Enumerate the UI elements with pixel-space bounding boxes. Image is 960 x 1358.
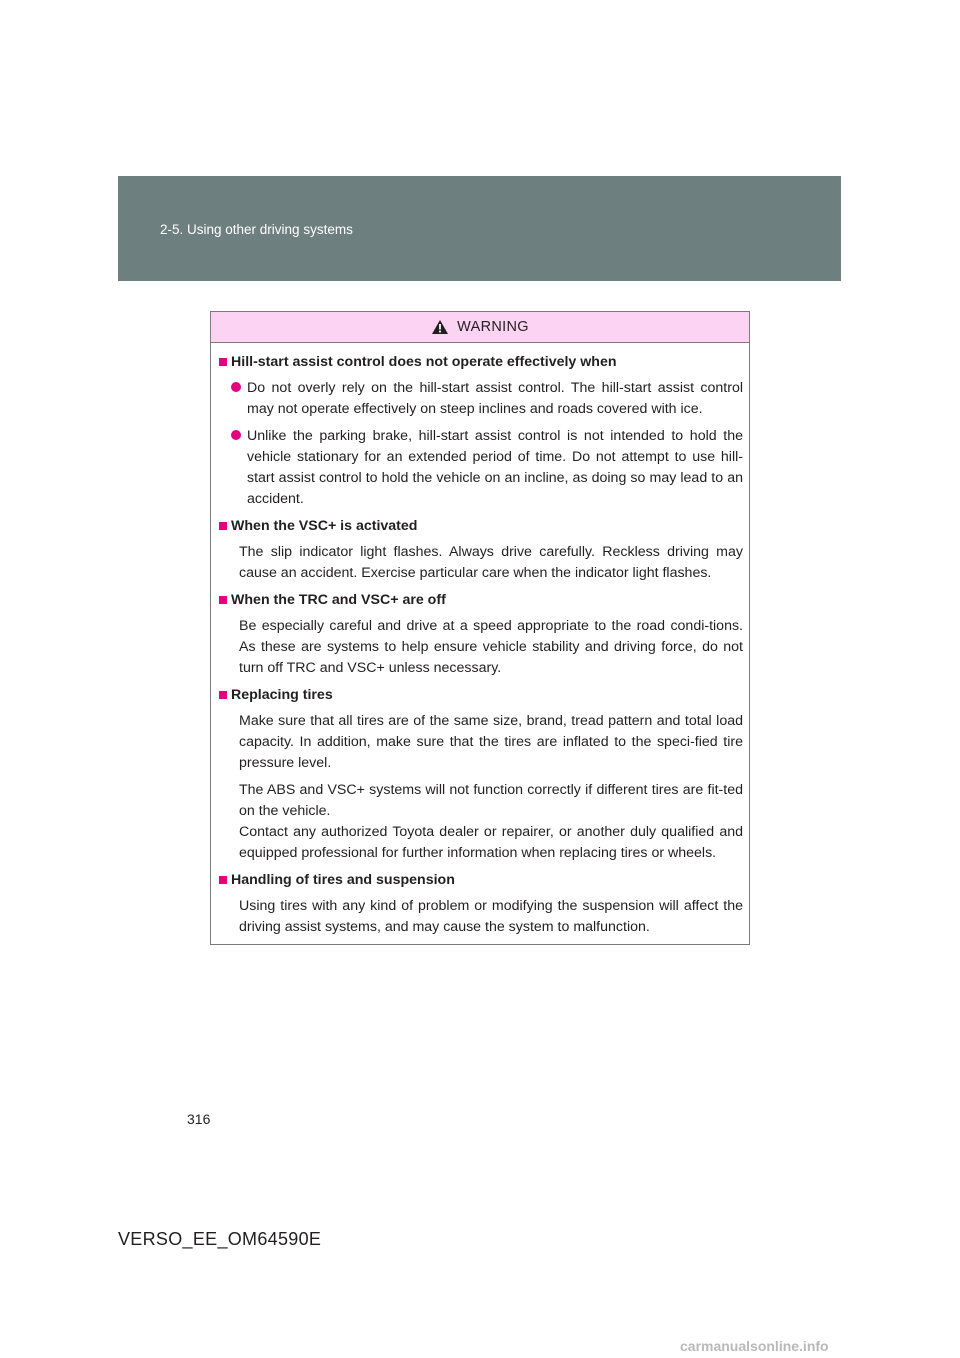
- section-heading: When the VSC+ is activated: [219, 517, 743, 536]
- square-bullet-icon: [219, 596, 227, 604]
- paragraph: The slip indicator light flashes. Always drive carefully. Reckless driving may cause an accident. Exercise particular care when the indicator light flashes.: [239, 544, 743, 581]
- warning-header: [211, 312, 749, 343]
- warning-label: WARNING: [457, 319, 529, 335]
- document-code: VERSO_EE_OM64590E: [118, 1229, 322, 1249]
- paragraph: Be especially careful and drive at a speed appropriate to the road condi-tions. As these are systems to help ensure vehicle stability and driving force, do not turn off TRC and VSC+ unless necessary.: [239, 618, 743, 676]
- section-heading: Hill-start assist control does not operate effectively when: [219, 353, 743, 372]
- warning-triangle-icon: [431, 319, 449, 335]
- square-bullet-icon: [219, 876, 227, 884]
- paragraph: Contact any authorized Toyota dealer or repairer, or another duly qualified and equipped professional for further information when replacing tires or wheels.: [239, 824, 743, 861]
- section-heading: When the TRC and VSC+ are off: [219, 591, 743, 610]
- watermark: carmanualsonline.info: [680, 1338, 829, 1354]
- section-heading: Handling of tires and suspension: [219, 871, 743, 890]
- square-bullet-icon: [219, 358, 227, 366]
- section-header-band: [118, 176, 841, 281]
- square-bullet-icon: [219, 522, 227, 530]
- section-heading: Replacing tires: [219, 686, 743, 705]
- list-item: Unlike the parking brake, hill-start assist control is not intended to hold the vehicle stationary for an extended period of time. Do not attempt to use hill-start assist control to hold the vehicle on an incline, as doing so may lead to an accident.: [231, 426, 743, 510]
- warning-section-trc-vsc-off: [219, 591, 743, 679]
- paragraph: Using tires with any kind of problem or modifying the suspension will affect the driving assist systems, and may cause the system to malfunction.: [239, 898, 743, 935]
- list-item: Do not overly rely on the hill-start assist control. The hill-start assist control may not operate effectively on steep inclines and roads covered with ice.: [231, 378, 743, 420]
- warning-box: [210, 311, 750, 945]
- paragraph: The ABS and VSC+ systems will not function correctly if different tires are fit-ted on the vehicle.: [239, 782, 743, 819]
- section-title: 2-5. Using other driving systems: [160, 222, 353, 237]
- paragraph: Make sure that all tires are of the same size, brand, tread pattern and total load capacity. In addition, make sure that the tires are inflated to the speci-fied tire pressure level.: [239, 713, 743, 771]
- warning-section-replacing-tires: [219, 686, 743, 864]
- round-bullet-icon: [231, 382, 241, 392]
- warning-section-hill-start: [219, 353, 743, 510]
- round-bullet-icon: [231, 430, 241, 440]
- square-bullet-icon: [219, 691, 227, 699]
- page-number: 316: [187, 1111, 211, 1127]
- warning-body: [211, 343, 749, 938]
- warning-section-tires-suspension: [219, 871, 743, 938]
- warning-section-vsc-activated: [219, 517, 743, 584]
